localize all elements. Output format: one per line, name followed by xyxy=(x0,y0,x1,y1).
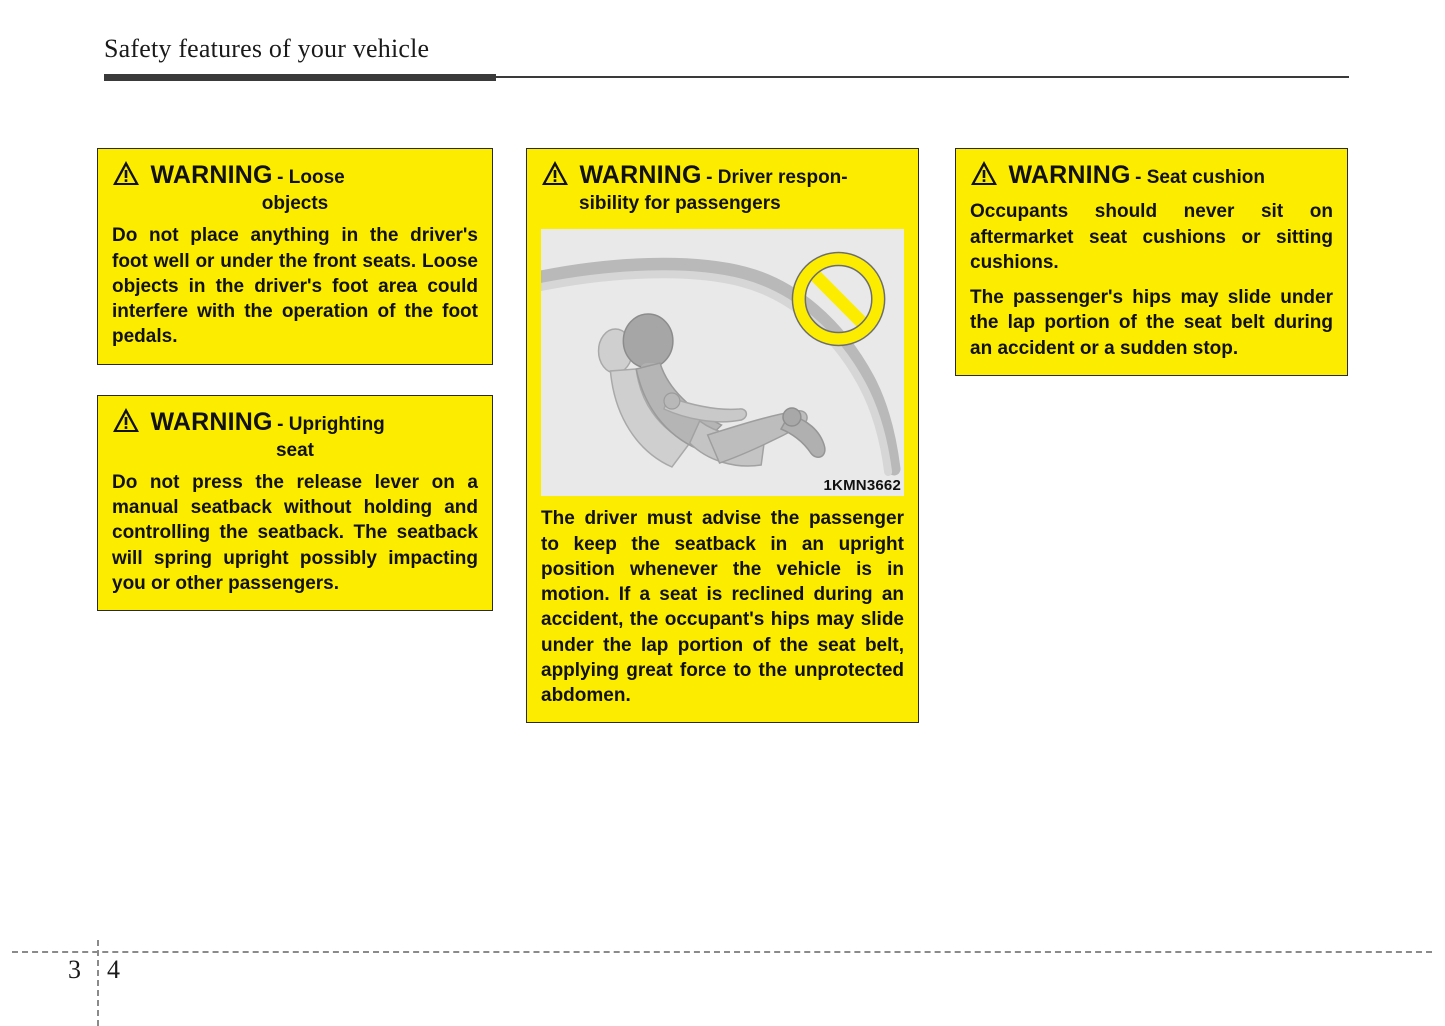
page-header xyxy=(0,34,1445,84)
warning-subtitle-line2: objects xyxy=(261,193,329,215)
warning-triangle-icon xyxy=(112,407,140,438)
warning-heading xyxy=(112,160,478,215)
warning-triangle-icon xyxy=(541,160,569,191)
warning-triangle-icon xyxy=(112,160,140,191)
warning-box-loose-objects xyxy=(97,148,493,365)
warning-triangle-icon xyxy=(970,160,998,191)
page-title: Safety features of your vehicle xyxy=(104,34,430,63)
warning-word: WARNING xyxy=(1008,161,1131,189)
warning-heading xyxy=(112,407,478,462)
warning-subtitle: - Loose xyxy=(277,167,345,188)
content-column-1 xyxy=(97,148,493,641)
warning-body: The driver must advise the passenger to keep the seatback in an upright position whenever the vehicle is in motion. If a seat is reclined during an accident, the occupant's hips may slide under the lap portion of the seat belt, applying great force to the unprotected abdomen. xyxy=(541,508,904,707)
warning-body-1: Occupants should never sit on aftermarket seat cushions or sitting cushions. xyxy=(970,201,1333,273)
footer-vertical-divider xyxy=(97,940,99,1026)
warning-word: WARNING xyxy=(150,407,273,436)
warning-subtitle-line2: sibility for passengers xyxy=(579,193,781,215)
content-column-2 xyxy=(526,148,919,753)
footer-chapter-number: 3 xyxy=(68,955,81,984)
footer-page-number: 4 xyxy=(107,955,120,984)
warning-body: Do not press the release lever on a manual seatback without holding and controlling the seatback. The seatback will spring upright possibly impacting you or other passengers. xyxy=(112,471,478,594)
warning-box-seat-cushion xyxy=(955,148,1348,376)
warning-box-uprighting-seat xyxy=(97,395,493,612)
warning-body: Do not place anything in the driver's foot well or under the front seats. Loose objects in the driver's foot area could interfere with the operation of the foot pedals. xyxy=(112,225,478,348)
warning-subtitle-line2: seat xyxy=(275,439,315,461)
figure-canvas xyxy=(541,229,904,496)
footer-divider xyxy=(12,951,1432,953)
warning-word: WARNING xyxy=(150,161,273,189)
warning-subtitle: - Uprighting xyxy=(277,413,385,435)
warning-heading xyxy=(541,160,904,215)
warning-box-driver-responsibility xyxy=(526,148,919,723)
warning-subtitle: - Driver respon- xyxy=(706,167,848,188)
content-column-3 xyxy=(955,148,1348,406)
warning-heading xyxy=(970,160,1333,191)
warning-word: WARNING xyxy=(579,161,702,189)
warning-body-2: The passenger's hips may slide under the lap portion of the seat belt during an accident or a sudden stop. xyxy=(970,287,1333,359)
warning-subtitle: - Seat cushion xyxy=(1135,167,1265,188)
figure-caption: 1KMN3662 xyxy=(823,477,901,495)
figure-reclined-passenger xyxy=(541,229,904,496)
header-rule-thin xyxy=(496,76,1349,78)
header-rule-thick xyxy=(104,74,496,81)
